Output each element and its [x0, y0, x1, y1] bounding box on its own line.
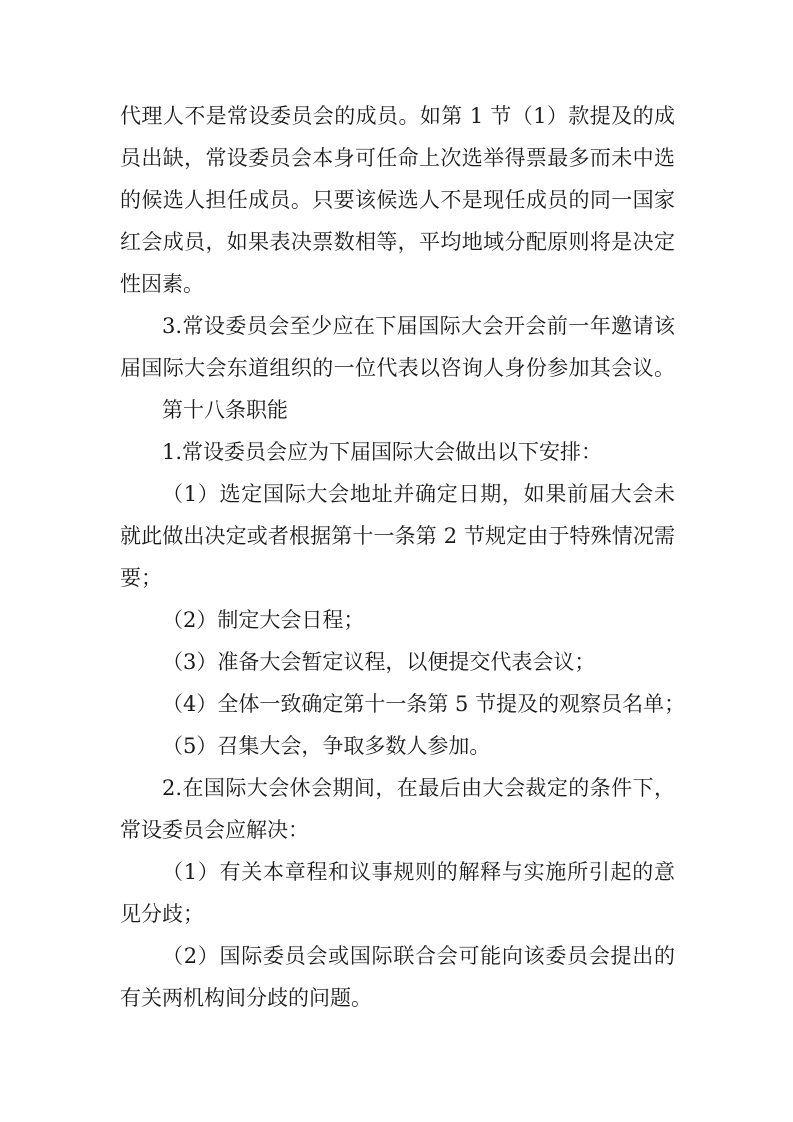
list-item-line: （2）制定大会日程； — [162, 608, 365, 632]
list-item-line: （1）选定国际大会地址并确定日期，如果前届大会未 — [162, 482, 675, 506]
paragraph-line: 届国际大会东道组织的一位代表以咨询人身份参加其会议。 — [120, 356, 675, 380]
list-item-line: 见分歧； — [120, 902, 204, 926]
paragraph-line: 1.常设委员会应为下届国际大会做出以下安排： — [162, 440, 603, 464]
list-item-line: （5）召集大会，争取多数人参加。 — [162, 734, 491, 758]
paragraph-line: 性因素。 — [120, 272, 204, 296]
list-item-line: （4）全体一致确定第十一条第 5 节提及的观察员名单； — [162, 692, 686, 716]
list-item-line: 就此做出决定或者根据第十一条第 2 节规定由于特殊情况需 — [120, 524, 675, 548]
paragraph-line: 3.常设委员会至少应在下届国际大会开会前一年邀请该 — [162, 314, 675, 338]
article-heading: 第十八条职能 — [162, 398, 288, 422]
list-item-line: 有关两机构间分歧的问题。 — [120, 986, 372, 1010]
paragraph-line: 的候选人担任成员。只要该候选人不是现任成员的同一国家 — [120, 188, 675, 212]
paragraph-line: 2.在国际大会休会期间，在最后由大会裁定的条件下， — [162, 776, 675, 800]
list-item-line: （2）国际委员会或国际联合会可能向该委员会提出的 — [162, 944, 675, 968]
list-item-line: 要； — [120, 566, 162, 590]
paragraph-line: 红会成员，如果表决票数相等，平均地域分配原则将是决定 — [120, 230, 675, 254]
paragraph-line: 员出缺，常设委员会本身可任命上次选举得票最多而未中选 — [120, 146, 675, 170]
paragraph-line: 代理人不是常设委员会的成员。如第 1 节（1）款提及的成 — [120, 104, 675, 128]
list-item-line: （1）有关本章程和议事规则的解释与实施所引起的意 — [162, 860, 675, 884]
list-item-line: （3）准备大会暂定议程，以便提交代表会议； — [162, 650, 596, 674]
paragraph-line: 常设委员会应解决： — [120, 818, 309, 842]
